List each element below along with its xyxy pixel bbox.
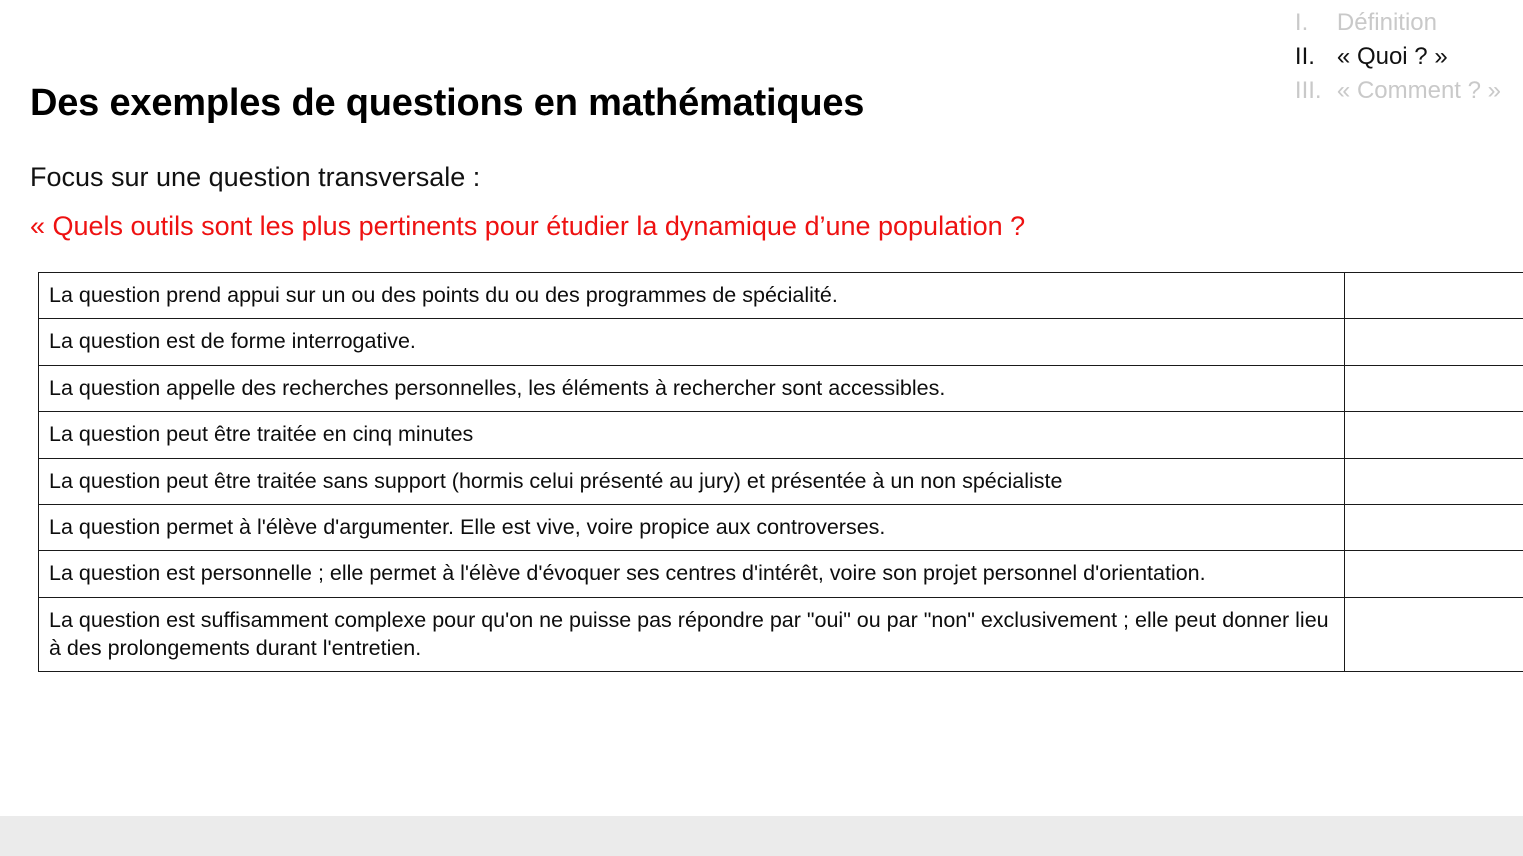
outline-item-number: III. bbox=[1294, 77, 1322, 105]
table-row bbox=[39, 597, 1523, 672]
criterion-mark-cell[interactable] bbox=[1345, 319, 1523, 365]
criterion-mark-cell[interactable] bbox=[1345, 504, 1523, 550]
page-title: Des exemples de questions en mathématiques bbox=[30, 82, 865, 124]
outline-item-number: II. bbox=[1294, 43, 1315, 71]
criterion-text: La question appelle des recherches personnelles, les éléments à rechercher sont accessibles. bbox=[39, 365, 1345, 411]
table-row bbox=[39, 412, 1523, 458]
criterion-mark-cell[interactable] bbox=[1345, 365, 1523, 411]
table-row bbox=[39, 365, 1523, 411]
criteria-table bbox=[38, 272, 1523, 672]
outline-item-label: « Comment ? » bbox=[1336, 77, 1501, 105]
criterion-mark-cell[interactable] bbox=[1345, 458, 1523, 504]
criterion-text: La question est de forme interrogative. bbox=[39, 319, 1345, 365]
criterion-text: La question prend appui sur un ou des points du ou des programmes de spécialité. bbox=[39, 273, 1345, 319]
footer-strip bbox=[0, 816, 1523, 856]
outline-item-quoi[interactable] bbox=[1295, 40, 1501, 74]
criterion-mark-cell[interactable] bbox=[1345, 551, 1523, 597]
outline-item-comment[interactable] bbox=[1295, 74, 1501, 108]
outline-item-number: I. bbox=[1294, 9, 1309, 36]
outline-item-label: « Quoi ? » bbox=[1336, 43, 1448, 71]
criterion-text: La question permet à l'élève d'argumenter. Elle est vive, voire propice aux controverses. bbox=[39, 504, 1345, 550]
outline-item-definition[interactable] bbox=[1295, 6, 1501, 40]
criterion-mark-cell[interactable] bbox=[1345, 597, 1523, 672]
table-row bbox=[39, 551, 1523, 597]
criterion-text: La question peut être traitée en cinq minutes bbox=[39, 412, 1345, 458]
table-row bbox=[39, 458, 1523, 504]
table-row bbox=[39, 319, 1523, 365]
table-row bbox=[39, 504, 1523, 550]
criterion-mark-cell[interactable] bbox=[1345, 412, 1523, 458]
table-row bbox=[39, 273, 1523, 319]
outline-nav bbox=[1295, 6, 1501, 108]
criterion-text: La question peut être traitée sans support (hormis celui présenté au jury) et présentée à un non spécialiste bbox=[39, 458, 1345, 504]
subtitle-text: Focus sur une question transversale : bbox=[30, 162, 481, 192]
focus-question-text: « Quels outils sont les plus pertinents pour étudier la dynamique d’une population ? bbox=[30, 211, 1026, 241]
criterion-text: La question est personnelle ; elle permet à l'élève d'évoquer ses centres d'intérêt, voire son projet personnel d'orientation. bbox=[39, 551, 1345, 597]
criterion-mark-cell[interactable] bbox=[1345, 273, 1523, 319]
outline-item-label: Définition bbox=[1336, 9, 1437, 36]
criterion-text: La question est suffisamment complexe pour qu'on ne puisse pas répondre par "oui" ou par "non" exclusivement ; elle peut donner lieu à des prolongements durant l'entretien. bbox=[39, 597, 1345, 672]
